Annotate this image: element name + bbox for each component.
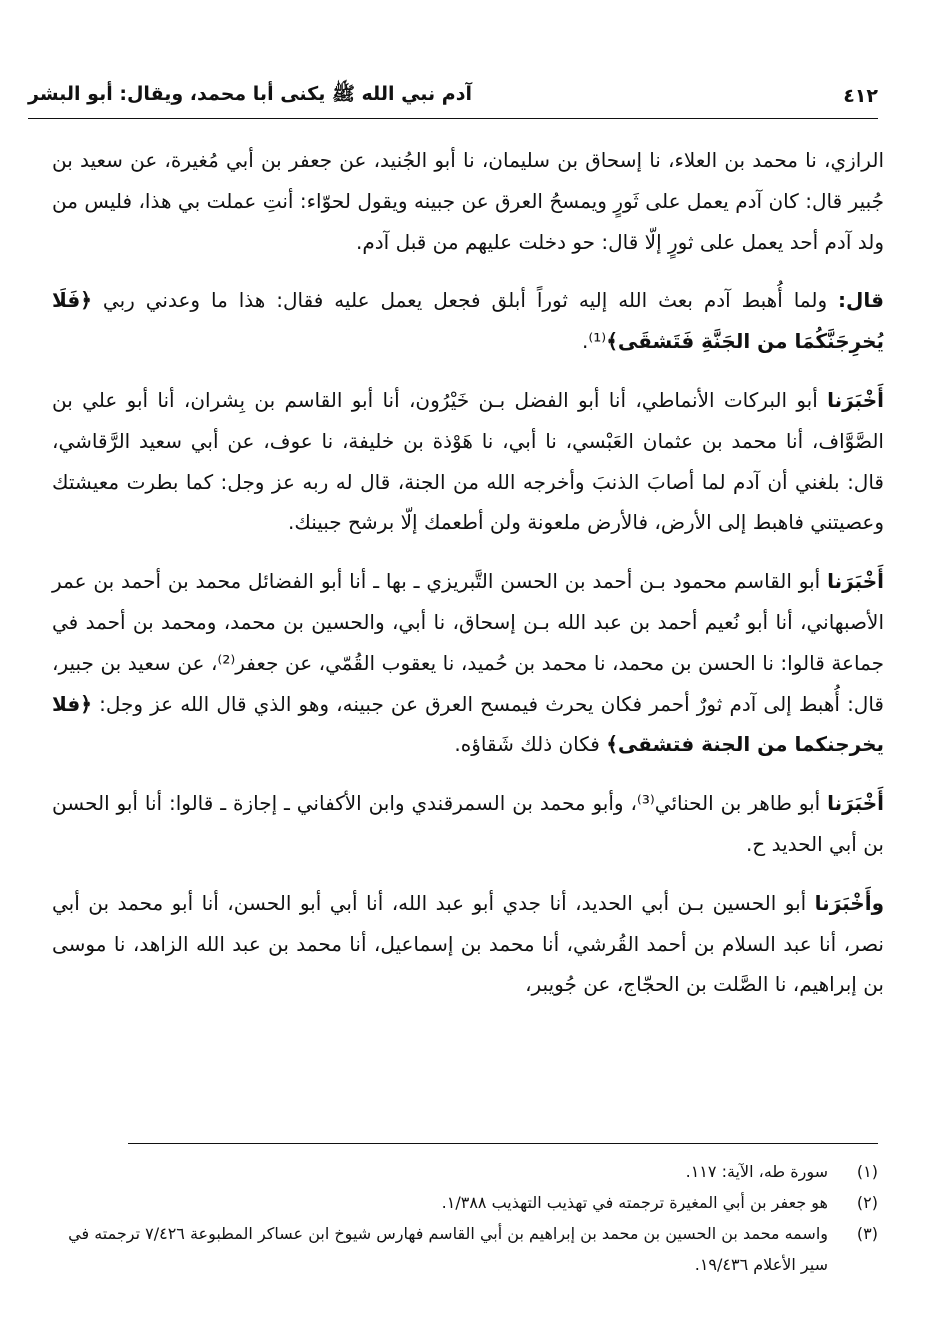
paragraph-2 — [52, 280, 884, 362]
footnotes — [56, 1156, 878, 1280]
paragraph-1 — [52, 140, 884, 262]
footnote-number: (٢) — [856, 1193, 878, 1212]
header-divider — [28, 118, 878, 119]
paragraph-text: أبو القاسم محمود بـن أحمد بن الحسن التَّبريزي ـ بها ـ أنا أبو الفضائل محمد بن أحمد بن عمر الأصبهاني، أنا أبو نُعيم أحمد بن عبد الله بـن إسحاق، نا أبي، والحسين بن محمد، ومحمد بن أحمد في جماعة قالوا: نا الحسن بن محمد، نا محمد بن حُميد، نا يعقوب القُمّي، عن جعفر⁽²⁾، عن سعيد بن جبير، قال: أُهبط إلى آدم ثورٌ أحمر فكان يحرث فيمسح العرق عن جبينه، وهو الذي قال الله عز وجل: — [52, 569, 885, 716]
main-text — [52, 140, 884, 1023]
paragraph-lead: أَخْبَرَنا — [827, 569, 884, 594]
footnote-text: سورة طه، الآية: ١١٧. — [685, 1162, 828, 1181]
running-title: آدم نبي الله ﷺ يكنى أبا محمد، ويقال: أبو البشر — [28, 83, 472, 105]
paragraph-lead: قال: — [838, 288, 884, 313]
quran-quote: ﴿فلا يخرجنكما من الجنة فتشقى﴾ — [52, 691, 884, 757]
footnote-divider — [128, 1143, 878, 1144]
paragraph-text: أبو البركات الأنماطي، أنا أبو الفضل بـن خَيْرُون، أنا أبو القاسم بن بِشران، أنا أبو علي بن الصَّوَّاف، أنا محمد بن عثمان العَبْسي، نا أبي، نا هَوْذة بن خليفة، نا عوف، عن أبي سعيد الرَّقاشي، قال: بلغني أن آدم لما أصابَ الذنبَ وأخرجه الله من الجنة، قال له ربه عز وجل: كما بطرت معيشتك وعصيتني فاهبط إلى الأرض، فالأرض ملعونة ولن أطعمك إلّا برشح جبينك. — [52, 387, 884, 535]
footnote-ref: ⁽¹⁾. — [581, 329, 607, 354]
footnote-number: (١) — [856, 1162, 878, 1181]
paragraph-text: الرازي، نا محمد بن العلاء، نا إسحاق بن سليمان، نا أبو الجُنيد، عن جعفر بن أبي مُغيرة، عن سعيد بن جُبير قال: كان آدم يعمل على ثَورٍ ويمسحُ العرق عن جبينه ويقول لحوّاء: أنتِ عملت بي هذا، فليس من ولد آدم أحد يعمل على ثورٍ إلّا قال: حو دخلت عليهم من قبل آدم. — [52, 148, 884, 254]
paragraph-lead: أَخْبَرَنا — [827, 387, 884, 412]
page-number: ٤١٢ — [843, 85, 878, 107]
footnote-item — [56, 1187, 878, 1218]
footnote-item — [56, 1218, 878, 1280]
paragraph-text: ولما أُهبط آدم بعث الله إليه ثوراً أبلق فجعل يعمل عليه فقال: هذا ما وعدني ربي — [92, 288, 839, 313]
paragraph-tail: فكان ذلك شَقاؤه. — [454, 732, 607, 757]
page-header — [28, 78, 878, 114]
paragraph-5 — [52, 783, 884, 865]
paragraph-lead: وأَخْبَرَنا — [814, 890, 884, 915]
footnote-number: (٣) — [856, 1224, 878, 1243]
footnote-text: واسمه محمد بن الحسين بن محمد بن إبراهيم بن أبي القاسم فهارس شيوخ ابن عساكر المطبوعة ٧/٤٢٦ ترجمته في سير الأعلام ١٩/٤٣٦. — [68, 1224, 828, 1274]
footnote-text: هو جعفر بن أبي المغيرة ترجمته في تهذيب التهذيب ١/٣٨٨. — [441, 1193, 828, 1212]
paragraph-4 — [52, 561, 884, 765]
paragraph-6 — [52, 883, 884, 1005]
footnote-item — [56, 1156, 878, 1187]
paragraph-3 — [52, 380, 884, 543]
paragraph-lead: أَخْبَرَنا — [827, 791, 884, 816]
paragraph-text: أبو طاهر بن الحنائي⁽³⁾، وأبو محمد بن السمرقندي وابن الأكفاني ـ إجازة ـ قالوا: أنا أبو الحسن بن أبي الحديد ح. — [52, 791, 884, 856]
paragraph-text: أبو الحسين بـن أبي الحديد، أنا جدي أبو عبد الله، أنا أبي أبو الحسن، أنا أبو محمد بن أبي نصر، أنا عبد السلام بن أحمد القُرشي، أنا محمد بن إسماعيل، أنا محمد بن عبد الله الزاهد، نا موسى بن إبراهيم، نا الصَّلت بن الحجّاج، عن جُويبر، — [52, 890, 884, 997]
quran-quote: ﴿فَلَا يُخرِجَنَّكُمَا من الجَنَّةِ فَتَشقَى﴾ — [52, 288, 884, 354]
